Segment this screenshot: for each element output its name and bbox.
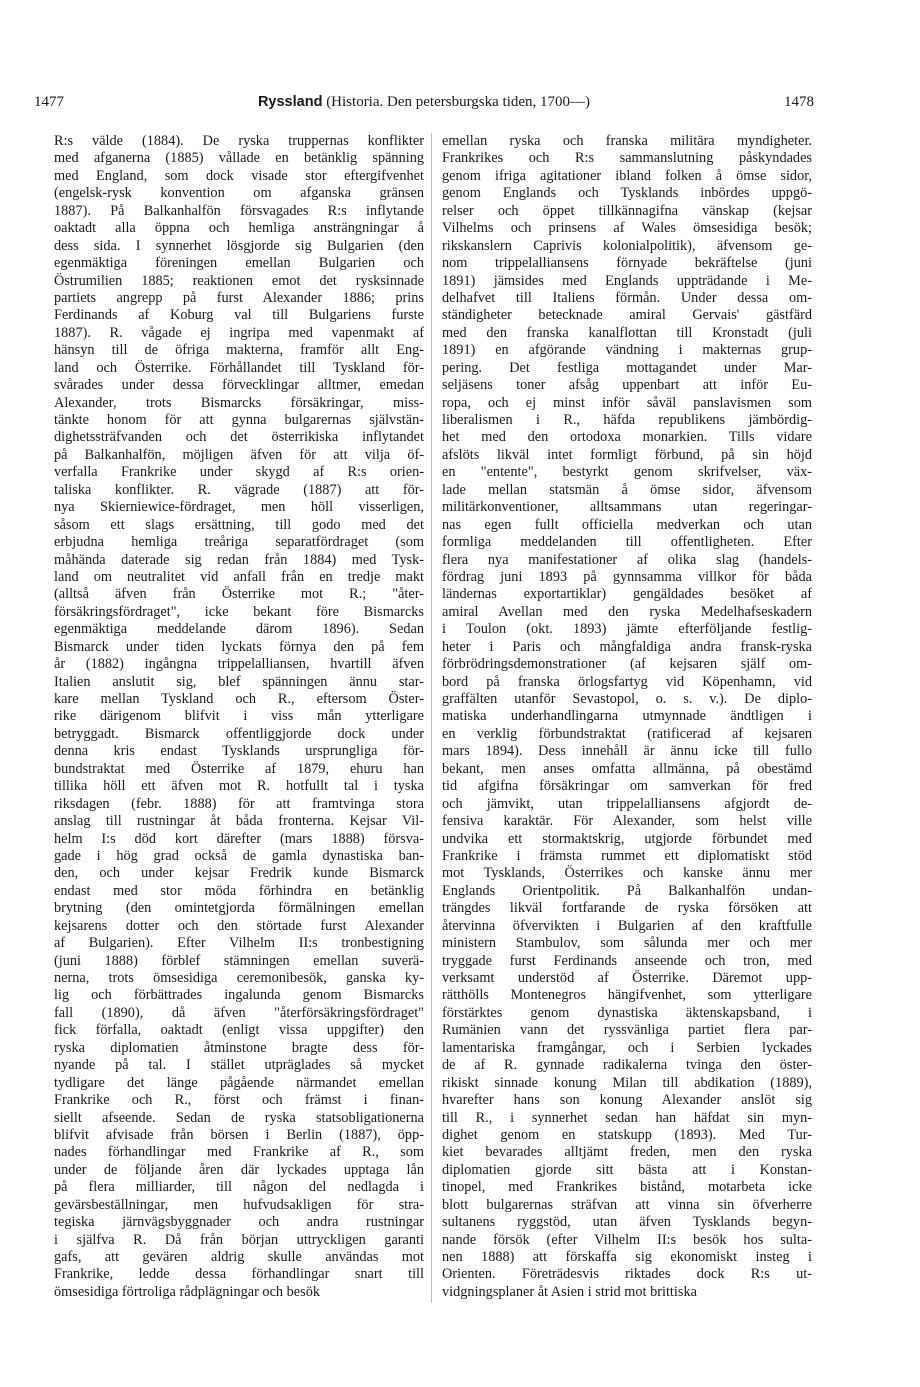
text-line: seljäsens toner afsåg uppenbart att inför Eu- [442,377,812,394]
text-line: genom Englands och Tysklands inbördes uppgö- [442,185,812,202]
text-line: brytning (den omintetgjorda förmälningen emellan [54,900,424,917]
text-line: tryggade furst Ferdinands anseende och tron, med [442,952,812,969]
text-line: rikiskt sinnade konung Milan till abdikation (1889), [442,1074,812,1091]
text-line: nades förhandlingar med Frankrike af R., som [54,1144,424,1161]
text-line: egenmäktiga föreningen emellan Bulgarien och [54,255,424,272]
text-line: Frankrike, ledde dessa förhandlingar snart till [54,1266,424,1283]
left-column [54,133,424,1301]
text-line: nande försök (efter Vilhelm II:s besök hos sulta- [442,1231,812,1248]
text-line: tänkte honom för att gynna bulgarernas självstän- [54,412,424,428]
text-line: Rumänien vann det ryssvänliga partiet flera par- [442,1022,812,1039]
text-line: delhafvet till Italiens förmån. Under dessa om- [442,289,812,306]
text-line: graffälten utanför Sevastopol, o. s. v.). De diplo- [442,691,812,707]
text-line: bundstraktat med Österrike af 1879, ehuru han [54,760,424,777]
text-line: blott bulgarernas sträfvan att vinna sin öfverherre [442,1196,812,1213]
text-line: hvarefter hans son konung Alexander anslöt sig [442,1092,812,1109]
text-line: partiets angrepp på furst Alexander 1886; prins [54,289,424,306]
text-line: flera nya manifestationer af olika slag (handels- [442,551,812,568]
text-line: verfalla Frankrike under skygd af R:s orien- [54,464,424,481]
text-line: fördrag juni 1893 på gynnsamma villkor för båda [442,568,812,585]
text-line: kejsarens dotter och den störtade furst Alexander [54,917,424,934]
text-line: relser och öppet tillkännagifna vänskap (kejsar [442,202,812,219]
text-line: ryska diplomatien åtminstone bragte dess för- [54,1039,424,1056]
text-line: med afganerna (1885) vållade en betänklig spänning [54,150,424,167]
text-line: trängdes likväl fortfarande de ryska försöken att [442,900,812,917]
text-line: kare mellan Tyskland och R., eftersom Öster- [54,691,424,707]
title-rest: (Historia. Den petersburgska tiden, 1700—) [326,94,591,110]
text-line: med England, som dock visade stor eftergifvenhet [54,167,424,184]
text-line: land och Österrike. Förhållandet till Tyskland för- [54,359,424,376]
text-line: gafs, att gevären aldrig skulle användas mot [54,1249,424,1265]
text-line: anslag till rustningar åt båda fronterna. Kejsar Vil- [54,813,424,830]
text-line: militärkonventioner, alltsammans utan regeringar- [442,499,812,516]
text-line: amiral Avellan med den ryska Medelhafseskadern [442,603,812,620]
text-line: 1891) en afgörande vändning i makternas grup- [442,342,812,359]
text-line: en verklig förbundstraktat (ratificerad af kejsaren [442,725,812,742]
text-line: af Bulgarien). Efter Vilhelm II:s tronbestigning [54,935,424,952]
text-line: den, och under kejsar Fredrik kunde Bismarck [54,865,424,882]
text-line: förbrödringsdemonstrationer (af kejsaren själf om- [442,656,812,673]
text-line: denna kris endast Tysklands ursprungliga för- [54,743,424,760]
text-line: genom ifriga agitationer ibland folken å ömse sidor, [442,167,812,184]
text-line: bord på franska örlogsfartyg vid Köpenhamn, vid [442,673,812,690]
text-line: egenmäktiga meddelande därom 1896). Sedan [54,621,424,638]
text-line: Bismarck under tiden lyckats förnya den på fem [54,638,424,655]
text-line: endast med stor möda förhindra en betänklig [54,882,424,899]
text-line: fensiva karaktär. För Alexander, som helst ville [442,813,812,830]
text-line: nyande på tal. I stället utpräglades så mycket [54,1057,424,1074]
page-number-left: 1477 [34,94,64,110]
text-line: och jämvikt, utan trippelalliansens afgjordt de- [442,795,812,812]
text-line: Orienten. Företrädesvis riktades dock R:s ut- [442,1266,812,1283]
text-line: måhända daterade sig redan från 1884) med Tysk- [54,551,424,568]
text-line: R:s välde (1884). De ryska truppernas konflikter [54,133,424,149]
text-line: bekant, men anses omfatta allmänna, på obestämd [442,760,812,777]
text-line: återvinna öfvervikten i Bulgarien af den kraftfulle [442,917,812,934]
text-line: Ferdinands af Koburg val till Bulgariens furste [54,307,424,324]
running-title [34,94,814,111]
text-line: siellt afseende. Sedan de ryska statsobligationerna [54,1109,424,1126]
text-line: liberalismen i R., häfda republikens jämbördig- [442,412,812,428]
text-line: nas egen fullt officiella medverkan och utan [442,516,812,533]
text-line: Frankrikes och R:s sammanslutning påskyndades [442,150,812,167]
page-number-right: 1478 [784,94,814,110]
text-line: tid afgifna försäkringar om samverkan för fred [442,778,812,795]
text-line: verksamt understöd af Österrike. Däremot upp- [442,970,812,986]
text-line: lamentariska framgångar, och i Serbien lyckades [442,1039,812,1056]
text-line: gade i hög grad också de gamla dynastiska ban- [54,847,424,864]
text-line: ländernas exportartiklar) gengäldades besöket af [442,586,812,603]
text-line: nya Skierniewice-fördraget, men höll visserligen, [54,499,424,516]
text-line: de af R. gynnade radikalerna tvinga den öster- [442,1057,812,1074]
text-line: tegiska järnvägsbyggnader och andra rustningar [54,1214,424,1231]
text-line: Östrumilien 1885; reaktionen emot det rysksinnade [54,272,424,289]
text-line: lade mellan statsmän å ömse sidor, äfvensom [442,481,812,498]
text-line: ömsesidiga förtroliga rådplägningar och besök [54,1283,321,1300]
text-line: land om neutralitet vid anfall från en tredje makt [54,568,424,585]
text-line: 1887). R. vågade ej ingripa med vapenmakt af [54,324,424,341]
text-line: med den franska kanalflottan till Kronstadt (juli [442,324,812,341]
text-line: 1891) jämsides med Englands uppträdande i Me- [442,272,812,289]
running-header [34,94,814,116]
text-line: till R., i synnerhet sedan han häfdat sin myn- [442,1109,812,1126]
text-line: år (1882) ingångna trippelalliansen, hvartill äfven [54,656,424,673]
text-line: (juni 1888) förblef stämningen emellan suverä- [54,952,424,969]
text-line: förstärktes genom dynastiska äktenskapsband, i [442,1004,812,1021]
text-line: i själfva R. Då från början uttryckligen garanti [54,1231,424,1248]
text-line: ministern Stambulov, som sålunda mer och mer [442,935,812,952]
text-line: en "entente", bestyrkt genom skrifvelser, väx- [442,464,812,481]
text-line: rike därigenom blifvit i viss mån ytterligare [54,708,424,725]
text-line: Frankrike och R., först och främst i finan- [54,1092,424,1109]
text-line: het med den ortodoxa monarkien. Tills vidare [442,429,812,446]
text-line: lig och förbättrades ingalunda genom Bismarcks [54,987,424,1004]
text-line: kiet bevarades alltjämt freden, men den ryska [442,1144,812,1161]
text-line: matiska underhandlingarna utmynnade ändtligen i [442,708,812,725]
text-line: gevärsbeställningar, men hufvudsakligen för stra- [54,1196,424,1213]
text-line: mars 1894). Dess innehåll är ännu icke till fullo [442,743,812,760]
column-divider [431,133,432,1303]
text-line: betryggadt. Bismarck offentliggjorde dock under [54,725,424,742]
text-line: afslöts likväl intet formligt förbund, på sin höjd [442,446,812,463]
text-line: fall (1890), då äfven "återförsäkringsfördraget" [54,1004,424,1021]
text-line: på flera milliarder, till någon del nedlagda i [54,1179,424,1196]
text-line: rätthölls Montenegros hängifvenhet, som ytterligare [442,987,812,1004]
text-line: tinopel, med Frankrikes bistånd, motarbeta icke [442,1179,812,1196]
text-line: Vilhelms och prinsens af Wales ömsesidiga besök; [442,220,812,237]
text-line: i Toulon (okt. 1893) jämte efterföljande festlig- [442,621,812,638]
text-line: blifvit afvisade från börsen i Berlin (1887), öpp- [54,1126,424,1143]
text-line: 1887). På Balkanhalfön försvagades R:s inflytande [54,202,424,219]
text-line: heter i Paris och mångfaldiga andra fransk-ryska [442,638,812,655]
text-line: vidgningsplaner åt Asien i strid mot brittiska [442,1283,697,1300]
text-line: dess sida. I synnerhet lösgjorde sig Bulgarien (den [54,237,424,254]
text-line: mot Tysklands, Österrikes och kanske ännu mer [442,865,812,882]
text-line: helm I:s död kort därefter (mars 1888) försva- [54,830,424,847]
text-line: sultanens ryggstöd, utan äfven Tysklands begyn- [442,1214,812,1231]
text-line: nerna, trots ömsesidiga ceremonibesök, ganska ky- [54,970,424,986]
text-line: dighet genom en statskupp (1893). Med Tur- [442,1126,812,1143]
text-line: försäkringsfördraget", icke bekant före Bismarcks [54,603,424,620]
text-line: nen 1888) att förskaffa sig ekonomiskt insteg i [442,1249,812,1265]
text-line: hänsyn till de öfriga makterna, framför allt Eng- [54,342,424,359]
text-line: riksdagen (febr. 1888) för att framtvinga stora [54,795,424,812]
text-line: oaktadt alla öppna och hemliga ansträngningar å [54,220,424,237]
text-line: såsom ett slags ersättning, till godo med det [54,516,424,533]
text-line: Englands Orientpolitik. På Balkanhalfön undan- [442,882,812,899]
text-line: tillika höll ett äfven mot R. hotfullt tal i tyska [54,778,424,795]
right-column [442,133,812,1301]
text-line: Alexander, trots Bismarcks försäkringar, miss- [54,394,424,411]
text-line: ropa, och ej minst inför såväl panslavismen som [442,394,812,411]
text-line: rikskanslern Caprivis kolonialpolitik), äfvensom ge- [442,237,812,254]
text-line: svårades under dessa förvecklingar alltmer, emedan [54,377,424,394]
text-line: Frankrike i främsta rummet ett diplomatiskt stöd [442,847,812,864]
text-line: diplomatien gjorde sitt bästa att i Konstan- [442,1161,812,1178]
text-line: under de följande åren där lyckades upptaga lån [54,1161,424,1178]
text-line: undvika ett stormaktskrig, utgjorde förbundet med [442,830,812,847]
text-line: emellan ryska och franska militära myndigheter. [442,133,812,149]
text-line: på Balkanhalfön, möjligen äfven för att vilja öf- [54,446,424,463]
text-line: taliska konflikter. R. vägrade (1887) att för- [54,481,424,498]
text-line: formliga meddelanden till offentligheten. Efter [442,534,812,551]
text-line: fick förfalla, oaktadt (enligt vissa uppgifter) den [54,1022,424,1039]
text-line: pering. Det festliga mottagandet under Mar- [442,359,812,376]
text-line: (alltså äfven från Österrike mot R.; "åter- [54,586,424,603]
text-line: (engelsk-rysk konvention om afganska gränsen [54,185,424,202]
text-line: Italien anslutit sig, blef spänningen ännu star- [54,673,424,690]
text-line: dighetssträfvanden och det österrikiska inflytandet [54,429,424,446]
title-keyword: Ryssland [257,94,323,110]
text-line: tydligare det länge pågående närmandet emellan [54,1074,424,1091]
text-line: nom trippelalliansens förnyade bekräftelse (juni [442,255,812,272]
text-line: ständigheter betecknade amiral Gervais' gästfärd [442,307,812,324]
text-line: erbjudna hemliga treåriga separatfördraget (som [54,534,424,551]
